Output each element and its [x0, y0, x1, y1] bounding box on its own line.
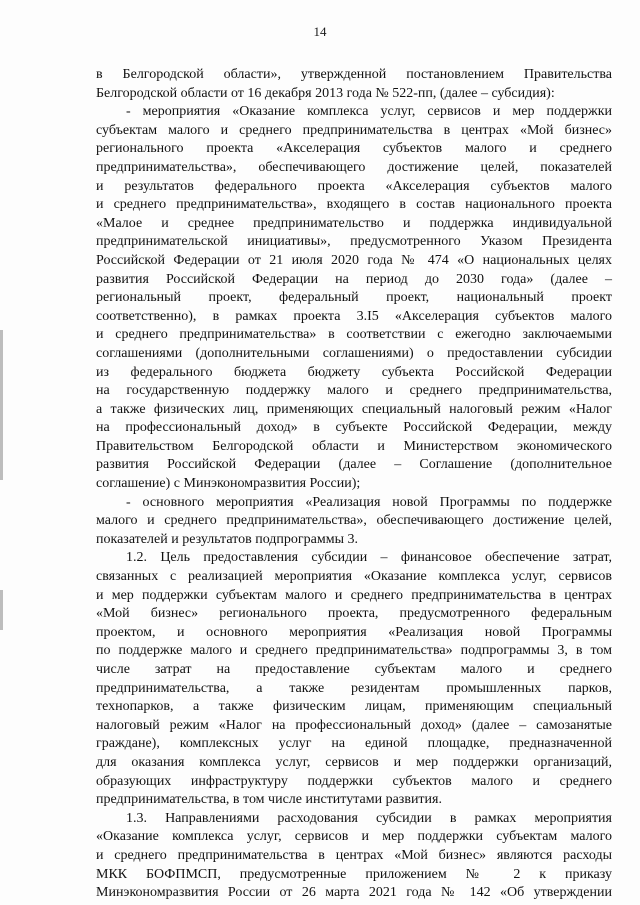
- text-line: образующих инфраструктуру поддержки субъектов малого и среднего: [96, 773, 612, 789]
- text-line: и мер поддержки субъектам малого и среднего предпринимательства в центрах: [96, 587, 612, 603]
- text-line: в Белгородской области», утвержденной постановлением Правительства: [96, 67, 612, 82]
- text-line: показателей и результатов подпрограммы 3.: [96, 531, 359, 547]
- text-line: региональный проект, федеральный проект, национальный проект: [96, 290, 612, 306]
- text-line: малого и среднего предпринимательства», обеспечивающего достижение целей,: [96, 513, 612, 529]
- text-line: регионального проекта «Акселерация субъектов малого и среднего: [96, 141, 612, 157]
- text-line: связанных с реализацией мероприятия «Оказание комплекса услуг, сервисов: [96, 569, 612, 585]
- text-line: Белгородской области от 16 декабря 2013 года № 522-пп, (далее – субсидия):: [96, 85, 555, 101]
- text-line: «Оказание комплекса услуг, сервисов и мер поддержки субъектам малого: [96, 829, 612, 845]
- text-line: предпринимательской инициативы», предусмотренного Указом Президента: [96, 234, 612, 250]
- text-line: и результатов федерального проекта «Акселерация субъектов малого: [96, 178, 612, 194]
- text-line: по поддержке малого и среднего предпринимательства» подпрограммы 3, в том: [96, 643, 612, 659]
- text-line: субъектам малого и среднего предпринимательства в центрах «Мой бизнес»: [96, 122, 612, 138]
- body-text: [96, 66, 612, 903]
- text-line: МКК БОФПМСП, предусмотренные приложением № 2 к приказу: [96, 866, 612, 882]
- text-line: Правительством Белгородской области и Министерством экономического: [96, 438, 612, 454]
- text-line: предпринимательства», обеспечивающего достижение целей, показателей: [96, 159, 612, 175]
- text-line: на профессиональный доход» в субъекте Российской Федерации, между: [96, 420, 612, 436]
- text-line: числе затрат на предоставление субъектам малого и среднего: [96, 662, 612, 677]
- text-line: - мероприятия «Оказание комплекса услуг, сервисов и мер поддержки: [126, 104, 612, 120]
- text-line: из федерального бюджета бюджету субъекта Российской Федерации: [96, 364, 612, 380]
- text-line: - основного мероприятия «Реализация новой Программы по поддержке: [126, 494, 612, 510]
- text-line: развития Российской Федерации (далее – Соглашение (дополнительное: [96, 457, 612, 473]
- text-line: и среднего предпринимательства» в соответствии с ежегодно заключаемыми: [96, 327, 612, 343]
- text-line: Минэкономразвития России от 26 марта 2021 года № 142 «Об утверждении: [96, 885, 612, 901]
- text-line: предпринимательства, а также резидентам промышленных парков,: [96, 680, 612, 696]
- text-line: для оказания комплекса услуг, сервисов и мер поддержки организаций,: [96, 754, 612, 770]
- text-line: граждане), комплексных услуг на единой площадке, предназначенной: [96, 736, 612, 752]
- text-line: Российской Федерации от 21 июля 2020 года № 474 «О национальных целях: [96, 252, 612, 268]
- text-line: развития Российской Федерации на период до 2030 года» (далее –: [96, 271, 612, 287]
- text-line: налоговый режим «Налог на профессиональный доход» (далее – самозанятые: [96, 717, 612, 733]
- text-line: «Мой бизнес» регионального проекта, предусмотренного федеральным: [96, 606, 612, 622]
- text-line: и среднего предпринимательства», входящего в состав национального проекта: [96, 197, 612, 213]
- text-line: «Малое и среднее предпринимательство и поддержка индивидуальной: [96, 215, 612, 231]
- text-line: на государственную поддержку малого и среднего предпринимательства,: [96, 383, 612, 399]
- text-line: 1.3. Направлениями расходования субсидии в рамках мероприятия: [126, 810, 612, 826]
- scan-edge-mark: [0, 330, 3, 480]
- text-line: 1.2. Цель предоставления субсидии – финансовое обеспечение затрат,: [126, 550, 612, 566]
- text-line: и среднего предпринимательства в центрах «Мой бизнес» являются расходы: [96, 847, 612, 863]
- text-line: предпринимательства, в том числе институтами развития.: [96, 792, 442, 808]
- text-line: соглашение) с Минэкономразвития России);: [96, 476, 361, 492]
- text-line: проектом, и основного мероприятия «Реализация новой Программы: [96, 624, 612, 640]
- text-line: соответственно), в рамках проекта 3.I5 «Акселерация субъектов малого: [96, 308, 612, 324]
- text-line: соглашениями (дополнительными соглашениями) о предоставлении субсидии: [96, 345, 612, 361]
- text-line: а также физических лиц, применяющих специальный налоговый режим «Налог: [96, 401, 612, 417]
- text-line: технопарков, а также физическим лицам, применяющим специальный: [96, 699, 612, 715]
- scan-edge-mark: [0, 590, 3, 630]
- page-number: 14: [313, 24, 327, 39]
